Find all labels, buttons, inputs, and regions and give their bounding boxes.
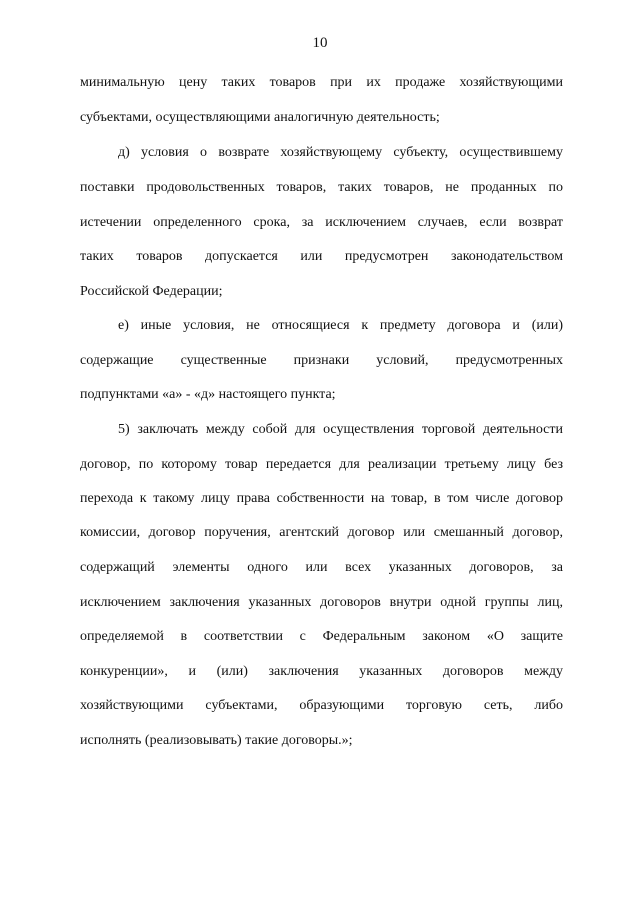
text-line: таких товаров допускается или предусмотрен законодательством [80, 249, 563, 264]
text-line: комиссии, договор поручения, агентский договор или смешанный договор, [80, 525, 563, 540]
text-line: субъектами, осуществляющими аналогичную деятельность; [80, 110, 440, 125]
text-line: перехода к такому лицу права собственности на товар, в том числе договор [80, 491, 563, 506]
text-line: исключением заключения указанных договоров внутри одной группы лиц, [80, 595, 563, 610]
page-number: 10 [312, 35, 328, 51]
text-line: е) иные условия, не относящиеся к предмету договора и (или) [118, 318, 563, 333]
text-line: определяемой в соответствии с Федеральным законом «О защите [80, 629, 563, 644]
text-line: содержащие существенные признаки условий, предусмотренных [80, 353, 563, 368]
text-line: минимальную цену таких товаров при их продаже хозяйствующими [80, 75, 563, 90]
text-line: 5) заключать между собой для осуществления торговой деятельности [118, 422, 563, 437]
text-line: исполнять (реализовывать) такие договоры.»; [80, 733, 353, 748]
text-line: конкуренции», и (или) заключения указанных договоров между [80, 664, 563, 679]
text-line: подпунктами «а» - «д» настоящего пункта; [80, 387, 336, 402]
text-line: хозяйствующими субъектами, образующими торговую сеть, либо [80, 698, 563, 713]
text-line: истечении определенного срока, за исключением случаев, если возврат [80, 215, 563, 230]
text-line: д) условия о возврате хозяйствующему субъекту, осуществившему [118, 145, 563, 160]
text-line: поставки продовольственных товаров, таких товаров, не проданных по [80, 180, 563, 195]
text-line: содержащий элементы одного или всех указанных договоров, за [80, 560, 563, 575]
text-line: договор, по которому товар передается для реализации третьему лицу без [80, 457, 563, 472]
text-line: Российской Федерации; [80, 284, 223, 299]
